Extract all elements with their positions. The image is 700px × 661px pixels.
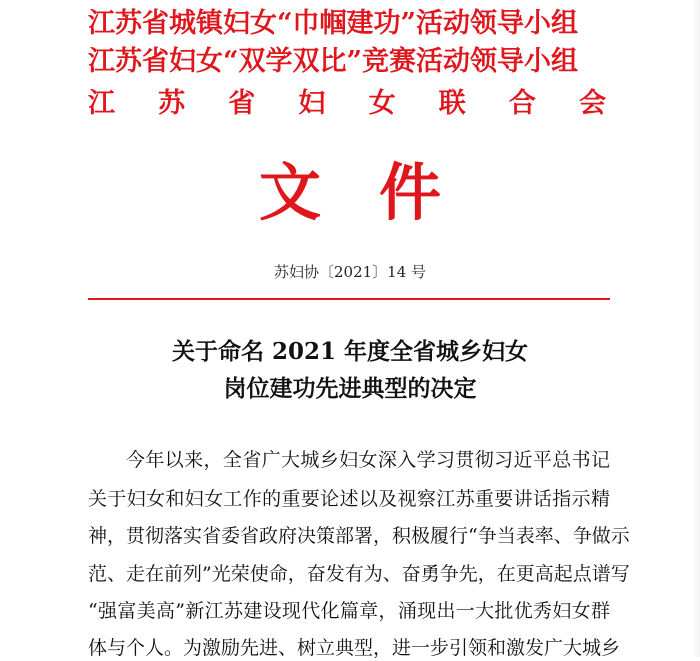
body-line: 关于妇女和妇女工作的重要论述以及视察江苏重要讲话指示精	[88, 488, 610, 510]
document-heading: 文件	[258, 156, 499, 229]
body-line: “强富美高”新江苏建设现代化篇章，涌现出一大批优秀妇女群	[88, 600, 610, 622]
issuer-line-3	[88, 86, 606, 121]
federation-char: 妇	[298, 88, 326, 119]
body-line: 神，贯彻落实省委省政府决策部署，积极履行“争当表率、争做示	[88, 525, 630, 547]
title-line-2: 岗位建功先进典型的决定	[223, 375, 477, 402]
document-number: 苏妇协〔2021〕14 号	[273, 263, 427, 281]
federation-char: 联	[438, 88, 466, 119]
red-divider	[88, 298, 610, 300]
federation-char: 女	[368, 88, 396, 119]
issuer-line-1: 江苏省城镇妇女“巾帼建功”活动领导小组	[88, 8, 579, 39]
federation-char: 会	[578, 88, 606, 119]
body-line: 体与个人。为激励先进、树立典型，进一步引领和激发广大城乡	[88, 637, 621, 659]
page-edge-shadow	[692, 0, 700, 657]
federation-char: 省	[228, 88, 256, 119]
body-line: 今年以来，全省广大城乡妇女深入学习贯彻习近平总书记	[126, 449, 610, 471]
body-line: 范、走在前列”光荣使命，奋发有为、奋勇争先，在更高起点谱写	[88, 563, 630, 585]
federation-char: 合	[508, 88, 536, 119]
federation-char: 江	[88, 88, 115, 119]
title-line-1: 关于命名 2021 年度全省城乡妇女	[171, 338, 529, 365]
federation-char: 苏	[158, 88, 186, 119]
issuer-line-2: 江苏省妇女“双学双比”竞赛活动领导小组	[88, 46, 579, 77]
